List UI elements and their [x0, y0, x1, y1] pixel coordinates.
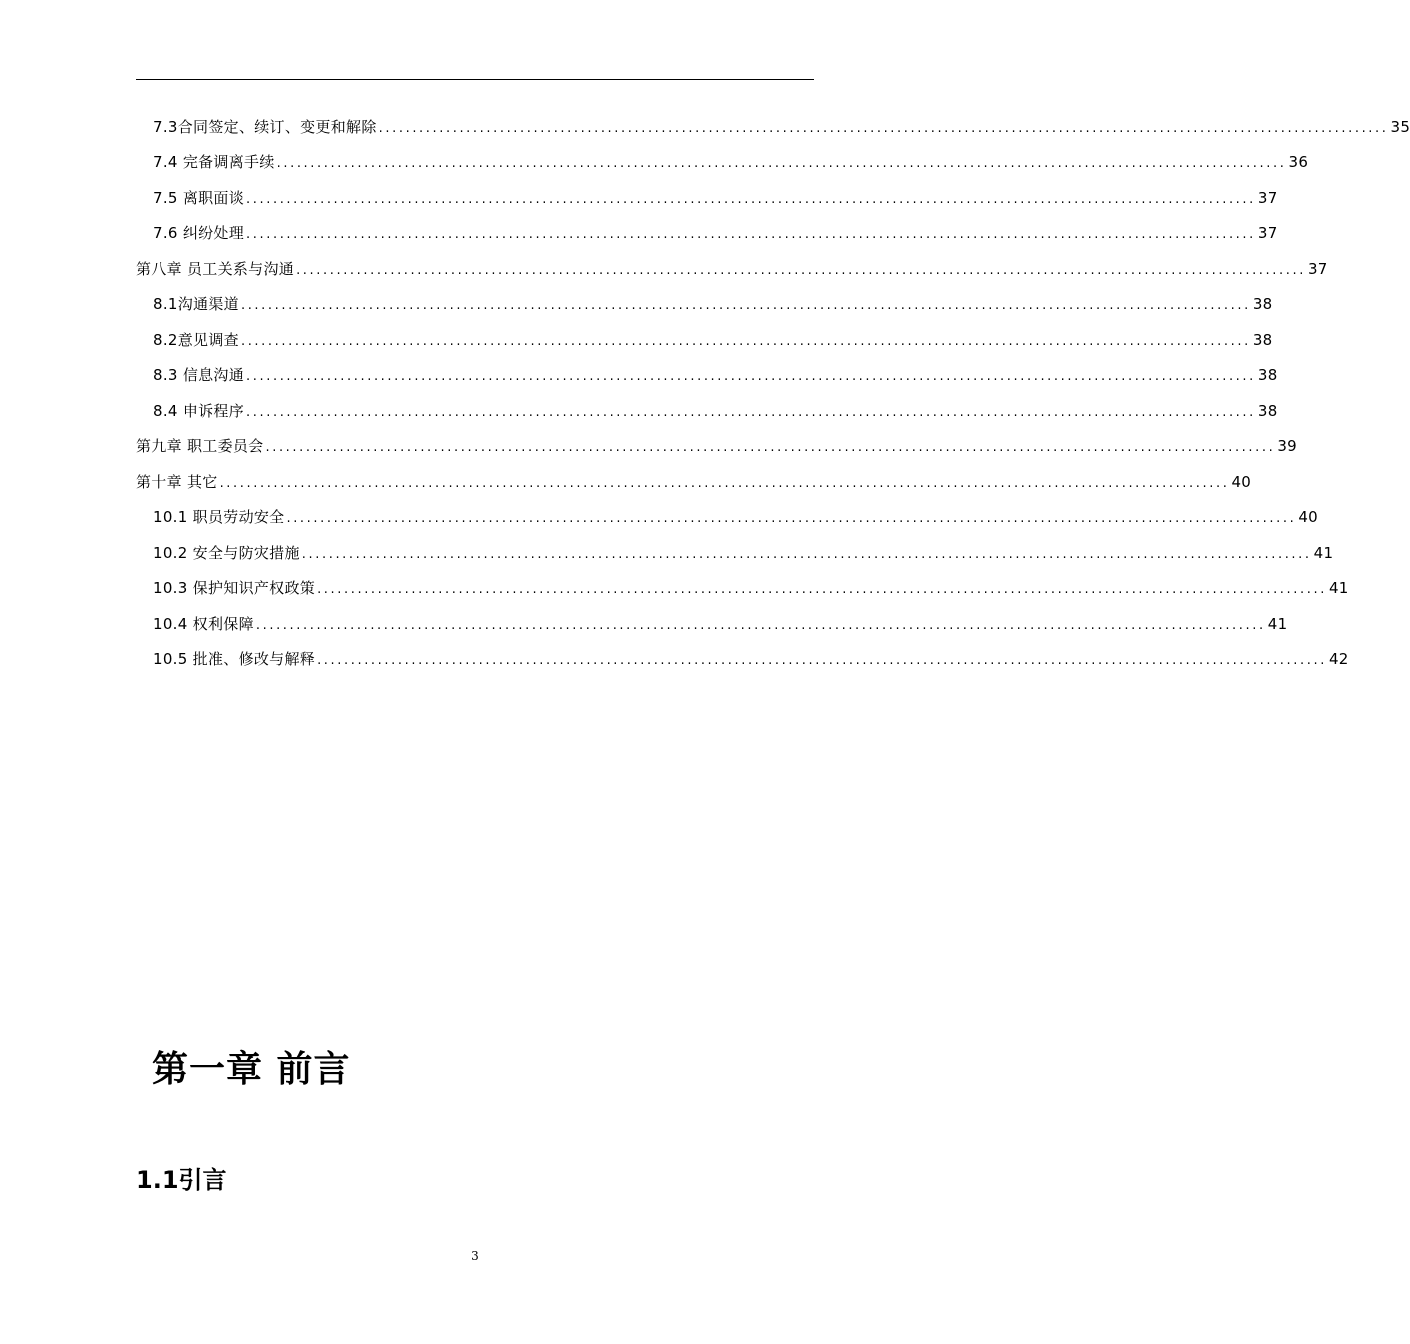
toc-entry-page: 38: [1252, 331, 1273, 349]
toc-entry[interactable]: [153, 117, 1410, 137]
toc-dot-leader: ......................................................................................................................................................: [255, 618, 1266, 633]
toc-entry-title: 10.3 保护知识产权政策: [153, 579, 316, 597]
toc-entry[interactable]: [136, 472, 1252, 492]
toc-entry-page: 42: [1328, 650, 1349, 668]
toc-entry[interactable]: [153, 543, 1334, 563]
toc-entry-page: 40: [1298, 508, 1319, 526]
toc-entry[interactable]: [153, 649, 1349, 669]
toc-dot-leader: ......................................................................................................................................................: [246, 227, 1256, 242]
toc-dot-leader: ......................................................................................................................................................: [246, 192, 1256, 207]
toc-dot-leader: ......................................................................................................................................................: [301, 547, 1312, 562]
toc-dot-leader: ......................................................................................................................................................: [286, 511, 1297, 526]
toc-entry-page: 41: [1313, 544, 1334, 562]
toc-dot-leader: ......................................................................................................................................................: [240, 334, 1251, 349]
section-heading: 1.1引言: [136, 1166, 227, 1194]
toc-entry[interactable]: [153, 578, 1349, 598]
toc-entry-page: 40: [1231, 473, 1252, 491]
toc-dot-leader: ......................................................................................................................................................: [378, 121, 1389, 136]
toc-entry[interactable]: [153, 294, 1273, 314]
toc-entry-page: 38: [1257, 366, 1278, 384]
toc-entry-title: 7.6 纠纷处理: [153, 224, 245, 242]
toc-entry[interactable]: [153, 401, 1278, 421]
toc-entry-page: 37: [1257, 224, 1278, 242]
toc-entry-title: 7.5 离职面谈: [153, 189, 245, 207]
toc-entry-page: 37: [1307, 260, 1328, 278]
toc-entry[interactable]: [136, 436, 1298, 456]
toc-dot-leader: ......................................................................................................................................................: [219, 476, 1230, 491]
toc-entry-page: 38: [1257, 402, 1278, 420]
toc-entry-page: 39: [1277, 437, 1298, 455]
toc-entry-title: 10.5 批准、修改与解释: [153, 650, 316, 668]
toc-dot-leader: ......................................................................................................................................................: [246, 405, 1256, 420]
toc-entry-title: 7.3合同签定、续订、变更和解除: [153, 118, 377, 136]
toc-entry-page: 36: [1288, 153, 1309, 171]
page-number: 3: [471, 1249, 479, 1263]
toc-entry-title: 8.1沟通渠道: [153, 295, 239, 313]
toc-entry-title: 10.2 安全与防灾措施: [153, 544, 300, 562]
toc-entry[interactable]: [153, 188, 1278, 208]
toc-dot-leader: ......................................................................................................................................................: [296, 263, 1306, 278]
toc-entry-title: 10.4 权利保障: [153, 615, 254, 633]
toc-entry[interactable]: [153, 223, 1278, 243]
toc-entry[interactable]: [136, 259, 1328, 279]
toc-entry[interactable]: [153, 507, 1319, 527]
toc-entry-page: 35: [1390, 118, 1410, 136]
toc-entry[interactable]: [153, 614, 1288, 634]
toc-entry-title: 第十章 其它: [136, 473, 218, 491]
toc-entry-title: 10.1 职员劳动安全: [153, 508, 285, 526]
chapter-heading: 第一章 前言: [152, 1049, 351, 1090]
toc-entry-title: 8.3 信息沟通: [153, 366, 245, 384]
toc-entry-title: 第八章 员工关系与沟通: [136, 260, 295, 278]
toc-entry-title: 第九章 职工委员会: [136, 437, 264, 455]
toc-dot-leader: ......................................................................................................................................................: [317, 582, 1327, 597]
toc-entry[interactable]: [153, 152, 1309, 172]
toc-dot-leader: ......................................................................................................................................................: [246, 369, 1256, 384]
toc-entry-page: 41: [1267, 615, 1288, 633]
toc-dot-leader: ......................................................................................................................................................: [240, 298, 1251, 313]
toc-entry[interactable]: [153, 330, 1273, 350]
toc-dot-leader: ......................................................................................................................................................: [265, 440, 1276, 455]
toc-dot-leader: ......................................................................................................................................................: [317, 653, 1327, 668]
toc-entry-title: 7.4 完备调离手续: [153, 153, 275, 171]
toc-entry-page: 38: [1252, 295, 1273, 313]
toc-entry-title: 8.4 申诉程序: [153, 402, 245, 420]
toc-entry-page: 37: [1257, 189, 1278, 207]
toc-entry-page: 41: [1328, 579, 1349, 597]
toc-entry-title: 8.2意见调查: [153, 331, 239, 349]
toc-entry[interactable]: [153, 365, 1278, 385]
toc-dot-leader: ......................................................................................................................................................: [276, 156, 1287, 171]
